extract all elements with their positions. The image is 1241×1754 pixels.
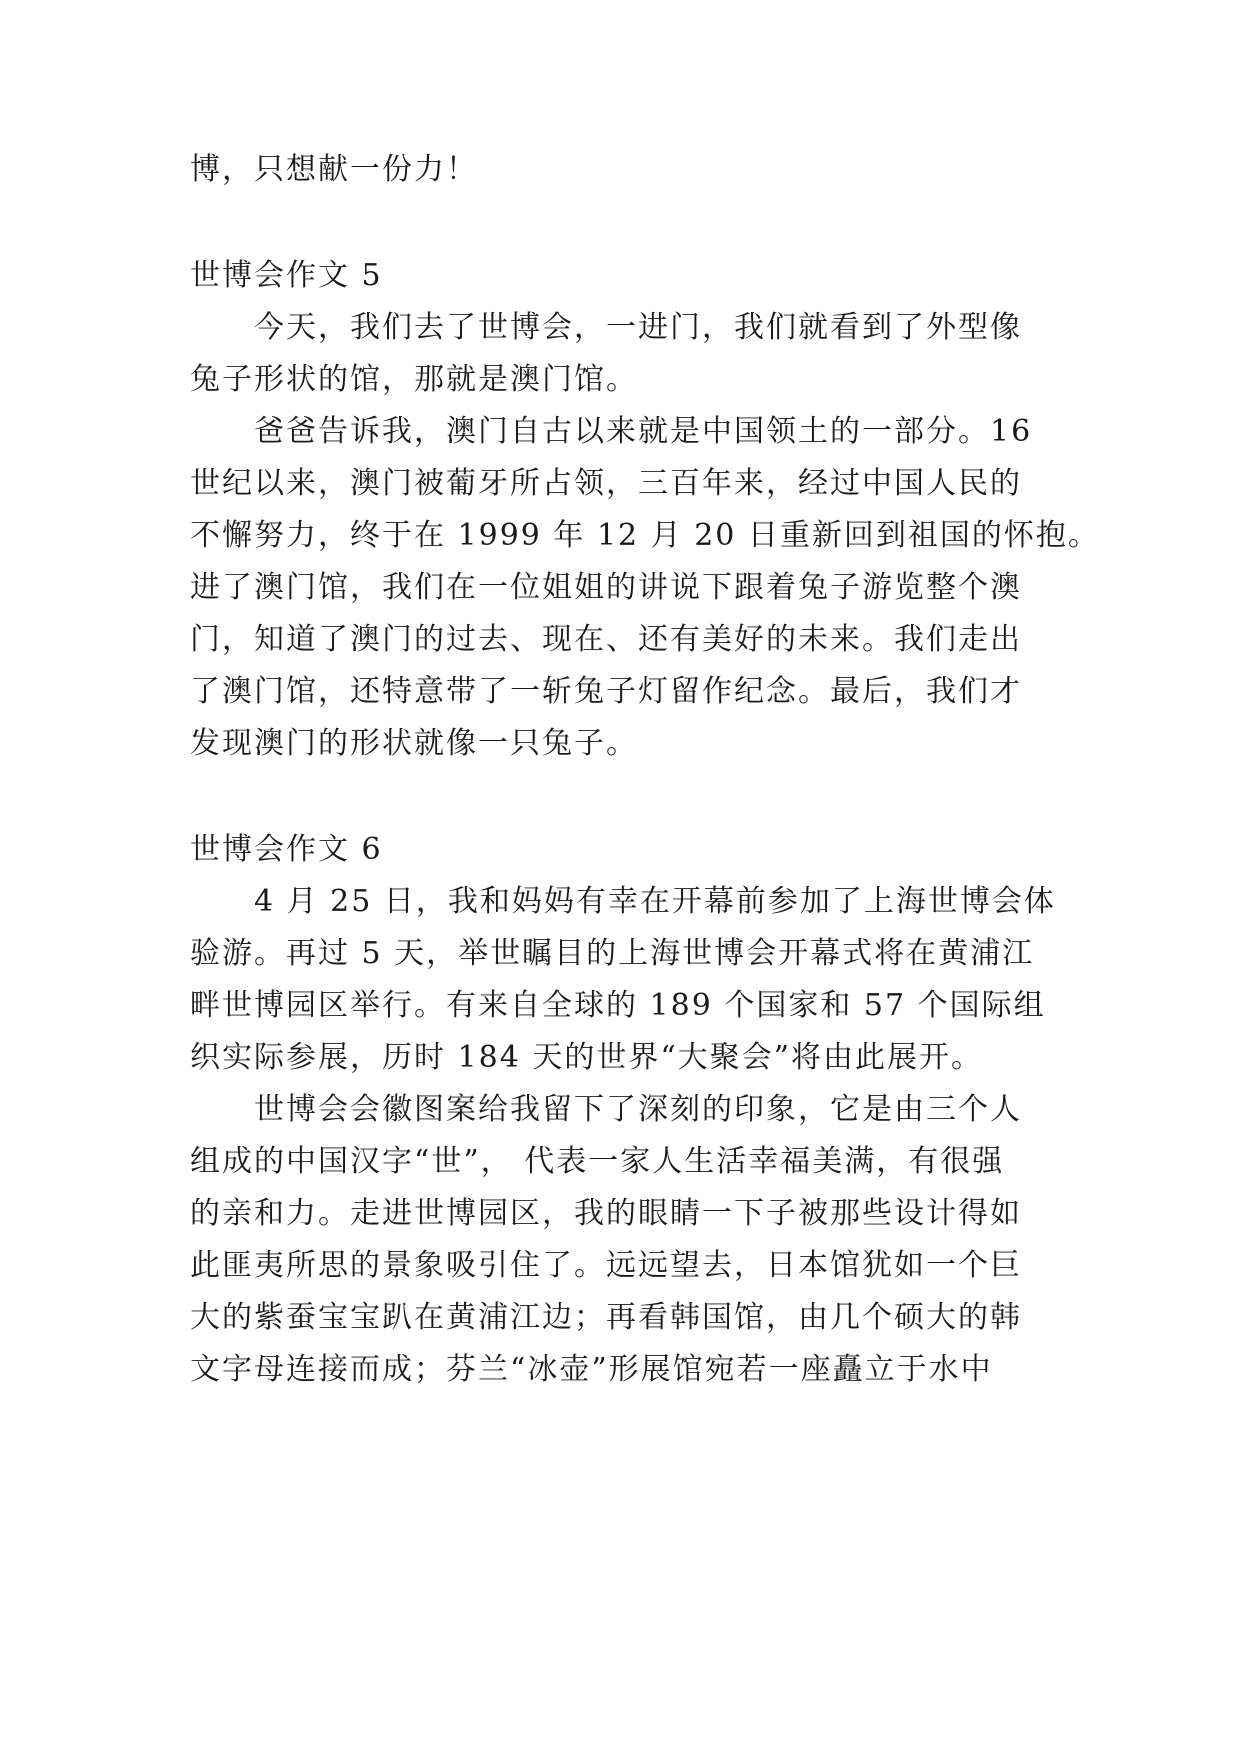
essay5-title: 世博会作文 5 — [190, 258, 383, 293]
essay5-p1-line2: 兔子形状的馆，那就是澳门馆。 — [190, 362, 638, 397]
essay5-p2-line4: 进了澳门馆，我们在一位姐姐的讲说下跟着兔子游览整个澳 — [190, 570, 1022, 605]
essay5-p2-line2: 世纪以来，澳门被葡牙所占领，三百年来，经过中国人民的 — [190, 466, 1022, 501]
essay6-p1-line1: 4 月 25 日，我和妈妈有幸在开幕前参加了上海世博会体 — [190, 884, 1056, 919]
intro-tail-line: 博，只想献一份力！ — [190, 152, 478, 187]
essay6-p2-line6: 文字母连接而成；芬兰“冰壶”形展馆宛若一座矗立于水中 — [190, 1352, 993, 1387]
essay6-p1-line4: 织实际参展，历时 184 天的世界“大聚会”将由此展开。 — [190, 1040, 984, 1075]
essay6-p2-line4: 此匪夷所思的景象吸引住了。远远望去，日本馆犹如一个巨 — [190, 1248, 1022, 1283]
essay5-p2-line5: 门，知道了澳门的过去、现在、还有美好的未来。我们走出 — [190, 622, 1022, 657]
essay6-p2-line1: 世博会会徽图案给我留下了深刻的印象，它是由三个人 — [190, 1092, 1022, 1127]
essay6-p2-line3: 的亲和力。走进世博园区，我的眼睛一下子被那些设计得如 — [190, 1196, 1022, 1231]
essay5-p2-line6: 了澳门馆，还特意带了一斩兔子灯留作纪念。最后，我们才 — [190, 674, 1022, 709]
essay6-title: 世博会作文 6 — [190, 832, 383, 867]
essay6-p1-line3: 畔世博园区举行。有来自全球的 189 个国家和 57 个国际组 — [190, 988, 1046, 1023]
essay5-p2-line3: 不懈努力，终于在 1999 年 12 月 20 日重新回到祖国的怀抱。 — [190, 518, 1100, 553]
essay5-p2-line7: 发现澳门的形状就像一只兔子。 — [190, 726, 638, 761]
essay6-p1-line2: 验游。再过 5 天，举世瞩目的上海世博会开幕式将在黄浦江 — [190, 936, 1035, 971]
essay6-p2-line2: 组成的中国汉字“世”， 代表一家人生活幸福美满，有很强 — [190, 1144, 1005, 1179]
essay6-p2-line5: 大的紫蚕宝宝趴在黄浦江边；再看韩国馆，由几个硕大的韩 — [190, 1300, 1022, 1335]
essay5-p1-line1: 今天，我们去了世博会，一进门，我们就看到了外型像 — [190, 310, 1022, 345]
essay5-p2-line1: 爸爸告诉我，澳门自古以来就是中国领土的一部分。16 — [190, 414, 1033, 449]
